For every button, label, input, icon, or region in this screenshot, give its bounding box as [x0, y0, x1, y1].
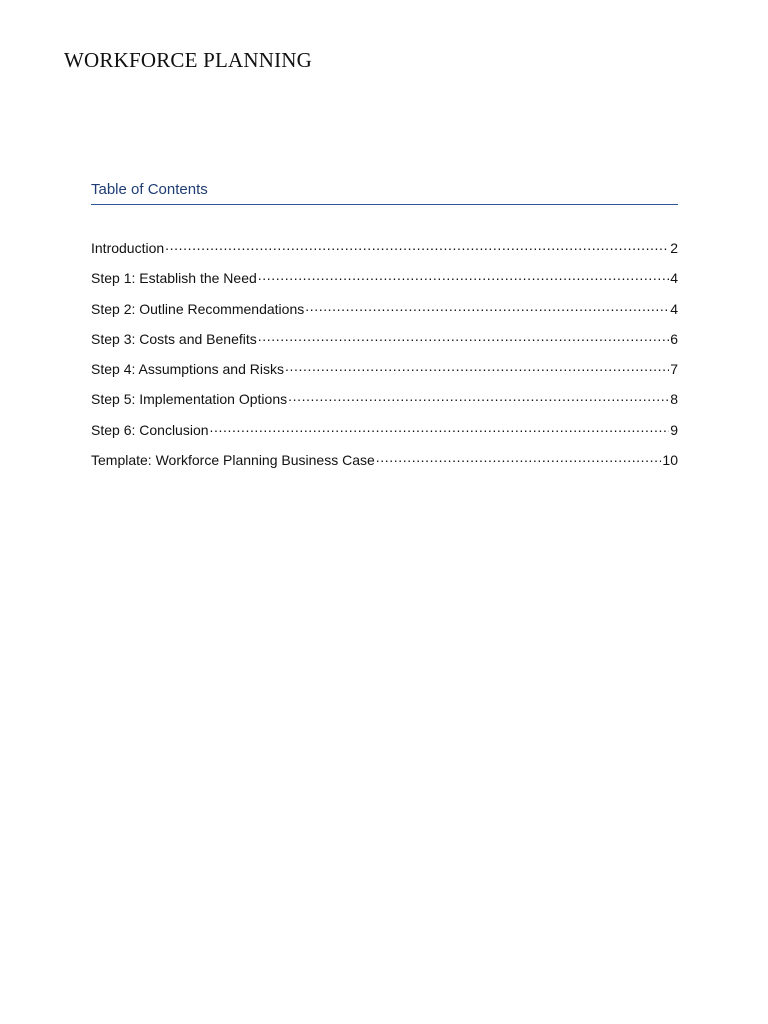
table-of-contents: [91, 181, 678, 481]
toc-dot-leader: [376, 451, 662, 465]
document-title: WORKFORCE PLANNING: [64, 48, 313, 72]
toc-page-number: 10: [662, 452, 678, 469]
toc-dot-leader: [285, 360, 669, 374]
toc-entry-step-6[interactable]: [91, 421, 678, 451]
toc-entry-step-5[interactable]: [91, 390, 678, 420]
toc-heading: Table of Contents: [91, 181, 678, 205]
toc-entry-template[interactable]: [91, 451, 678, 481]
toc-entry-label: Step 4: Assumptions and Risks: [91, 361, 284, 378]
toc-entry-introduction[interactable]: [91, 239, 678, 269]
toc-dot-leader: [210, 421, 670, 435]
toc-page-number: 4: [670, 270, 678, 287]
toc-entry-label: Step 3: Costs and Benefits: [91, 330, 257, 347]
toc-dot-leader: [305, 300, 669, 314]
toc-dot-leader: [165, 239, 669, 253]
toc-page-number: 7: [670, 361, 678, 378]
toc-entry-step-3[interactable]: [91, 330, 678, 360]
toc-entry-label: Template: Workforce Planning Business Case: [91, 452, 375, 469]
toc-page-number: 6: [670, 330, 678, 347]
toc-list: [91, 239, 678, 481]
toc-entry-label: Introduction: [91, 240, 165, 256]
toc-dot-leader: [258, 269, 669, 283]
toc-dot-leader: [288, 390, 669, 404]
toc-entry-step-1[interactable]: [91, 269, 678, 299]
toc-entry-label: Step 6: Conclusion: [91, 421, 209, 438]
toc-entry-label: Step 5: Implementation Options: [91, 391, 288, 408]
toc-entry-step-2[interactable]: [91, 300, 678, 330]
toc-entry-label: Step 1: Establish the Need: [91, 270, 257, 287]
toc-entry-label: Step 2: Outline Recommendations: [91, 300, 305, 317]
toc-page-number: 4: [670, 300, 678, 317]
toc-dot-leader: [258, 330, 669, 344]
toc-page-number: 2: [670, 240, 678, 256]
toc-page-number: 8: [670, 391, 678, 408]
toc-entry-step-4[interactable]: [91, 360, 678, 390]
toc-page-number: 9: [670, 421, 678, 438]
